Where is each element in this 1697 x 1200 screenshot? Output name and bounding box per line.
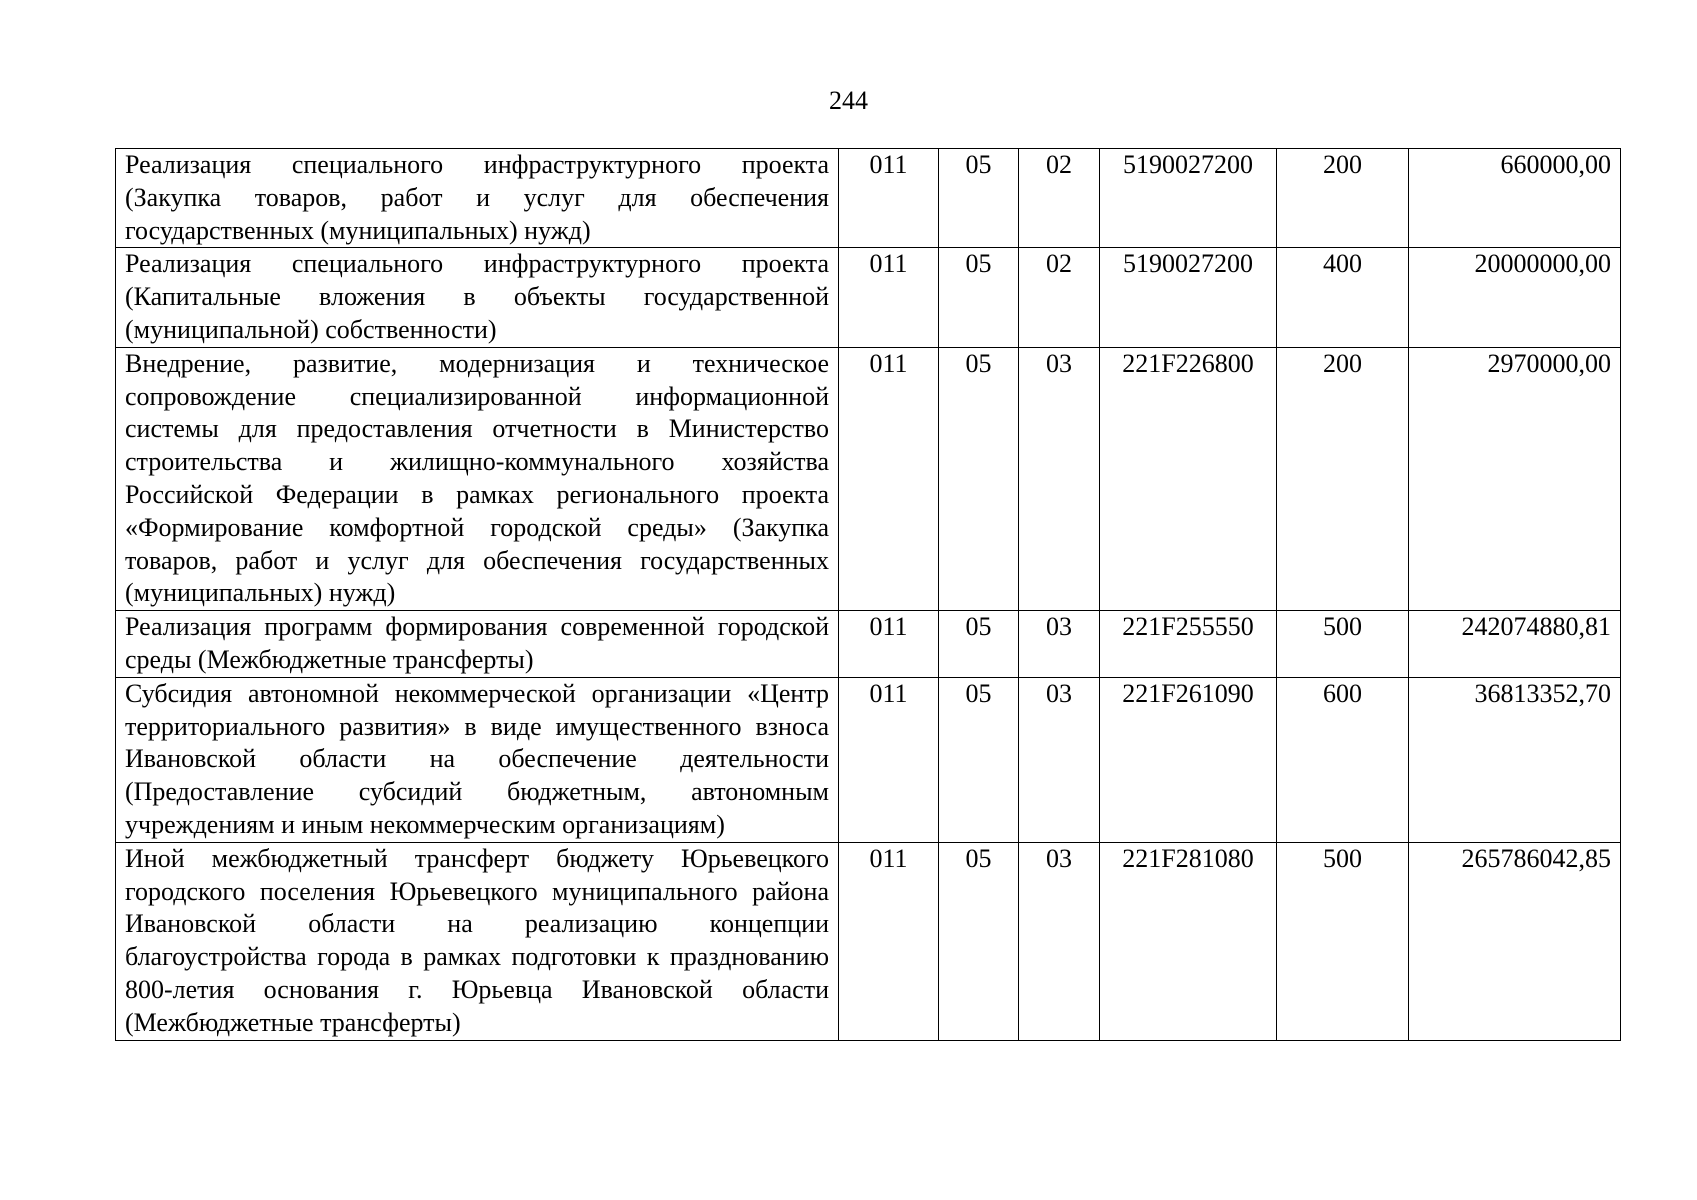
- row-ministry-code: 011: [839, 842, 939, 1040]
- row-target-article: 221F261090: [1100, 677, 1277, 842]
- row-description: Иной межбюджетный трансферт бюджету Юрьевецкого городского поселения Юрьевецкого муниципального района Ивановской области на реализацию концепции благоустройства города в рамках подготовки к празднованию 800-летия основания г. Юрьевца Ивановской области (Межбюджетные трансферты): [116, 842, 839, 1040]
- row-description: Реализация специального инфраструктурного проекта (Капитальные вложения в объекты государственной (муниципальной) собственности): [116, 248, 839, 347]
- row-expense-type: 200: [1277, 149, 1409, 248]
- row-subsection-code: 03: [1019, 677, 1100, 842]
- row-ministry-code: 011: [839, 347, 939, 610]
- row-ministry-code: 011: [839, 611, 939, 678]
- row-ministry-code: 011: [839, 677, 939, 842]
- row-expense-type: 500: [1277, 611, 1409, 678]
- row-expense-type: 400: [1277, 248, 1409, 347]
- row-section-code: 05: [939, 842, 1019, 1040]
- table-row: [116, 842, 1621, 1040]
- row-expense-type: 600: [1277, 677, 1409, 842]
- row-subsection-code: 03: [1019, 347, 1100, 610]
- table-row: [116, 347, 1621, 610]
- row-expense-type: 500: [1277, 842, 1409, 1040]
- table-row: [116, 149, 1621, 248]
- row-section-code: 05: [939, 677, 1019, 842]
- row-section-code: 05: [939, 611, 1019, 678]
- row-target-article: 221F226800: [1100, 347, 1277, 610]
- row-description: Реализация специального инфраструктурного проекта (Закупка товаров, работ и услуг для обеспечения государственных (муниципальных) нужд): [116, 149, 839, 248]
- row-description: Внедрение, развитие, модернизация и техническое сопровождение специализированной информационной системы для предоставления отчетности в Министерство строительства и жилищно-коммунального хозяйства Российской Федерации в рамках регионального проекта «Формирование комфортной городской среды» (Закупка товаров, работ и услуг для обеспечения государственных (муниципальных) нужд): [116, 347, 839, 610]
- table-row: [116, 248, 1621, 347]
- table-row: [116, 677, 1621, 842]
- row-expense-type: 200: [1277, 347, 1409, 610]
- row-subsection-code: 03: [1019, 611, 1100, 678]
- row-amount: 660000,00: [1409, 149, 1621, 248]
- row-amount: 265786042,85: [1409, 842, 1621, 1040]
- row-section-code: 05: [939, 149, 1019, 248]
- row-ministry-code: 011: [839, 149, 939, 248]
- row-description: Субсидия автономной некоммерческой организации «Центр территориального развития» в виде имущественного взноса Ивановской области на обеспечение деятельности (Предоставление субсидий бюджетным, автономным учреждениям и иным некоммерческим организациям): [116, 677, 839, 842]
- row-subsection-code: 02: [1019, 149, 1100, 248]
- row-target-article: 221F281080: [1100, 842, 1277, 1040]
- row-target-article: 5190027200: [1100, 248, 1277, 347]
- row-section-code: 05: [939, 347, 1019, 610]
- row-subsection-code: 03: [1019, 842, 1100, 1040]
- row-target-article: 221F255550: [1100, 611, 1277, 678]
- row-amount: 242074880,81: [1409, 611, 1621, 678]
- row-subsection-code: 02: [1019, 248, 1100, 347]
- row-ministry-code: 011: [839, 248, 939, 347]
- row-amount: 36813352,70: [1409, 677, 1621, 842]
- row-amount: 20000000,00: [1409, 248, 1621, 347]
- page-number: 244: [829, 86, 868, 115]
- budget-table: [115, 148, 1621, 1041]
- row-description: Реализация программ формирования современной городской среды (Межбюджетные трансферты): [116, 611, 839, 678]
- row-section-code: 05: [939, 248, 1019, 347]
- row-amount: 2970000,00: [1409, 347, 1621, 610]
- table-row: [116, 611, 1621, 678]
- row-target-article: 5190027200: [1100, 149, 1277, 248]
